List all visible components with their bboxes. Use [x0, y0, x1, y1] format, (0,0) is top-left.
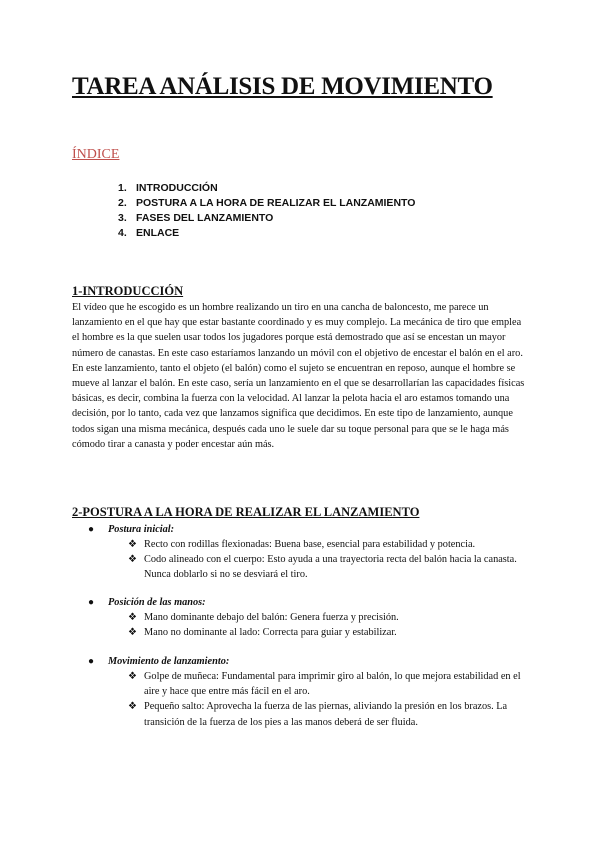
group-label: Posición de las manos:: [108, 597, 206, 608]
group-heading: [72, 522, 532, 537]
posture-group: [72, 522, 532, 583]
list-item: [72, 625, 532, 640]
group-label: Movimiento de lanzamiento:: [108, 656, 230, 667]
list-item-text: Mano no dominante al lado: Correcta para guiar y estabilizar.: [144, 627, 397, 639]
group-heading: [72, 654, 532, 669]
shot-movement-group: [72, 654, 532, 730]
list-item-text: Golpe de muñeca: Fundamental para imprimir giro al balón, lo que mejora estabilidad en el aire y hace que entre más fácil en el aro.: [144, 671, 521, 698]
section-1-heading: 1-INTRODUCCIÓN: [72, 284, 184, 298]
diamond-bullet-icon: ❖: [128, 612, 137, 623]
section-1-body: El vídeo que he escogido es un hombre realizando un tiro en una cancha de baloncesto, me parece un lanzamiento en el que hay que estar bastante coordinado y es muy complejo. La mecánica de tiro que emplea el hombre es la que suelen usar todos los jugadores porque está demostrado que así se encestan un mayor número de canastas. En este caso estaríamos lanzando un móvil con el objetivo de encestar el balón en el aro. En este lanzamiento, tanto el objeto (el balón) como el sujeto se encuentran en reposo, aunque el hombre se mueve al lanzar el balón. En este caso, sería un lanzamiento en el que se desarrollarían las capacidades físicas básicas, es decir, combina la fuerza con la velocidad. Al lanzar la pelota hacia el aro estamos tomando una decisión, por lo tanto, cada vez que lanzamos significa que decidimos. En este tipo de lanzamiento, aunque todos sigan una misma mecánica, después cada uno le suele dar su toque personal para que se le haga más cómodo tirar a canasta y poder encestar aún más.: [72, 302, 525, 450]
index-item: [118, 211, 415, 226]
index-item-number: 2.: [118, 197, 127, 209]
index-item: [118, 181, 415, 196]
bullet-icon: ●: [88, 656, 95, 667]
index-item: [118, 226, 415, 241]
list-item: [72, 699, 532, 729]
section-2-heading: 2-POSTURA A LA HORA DE REALIZAR EL LANZAMIENTO: [72, 505, 420, 519]
diamond-bullet-icon: ❖: [128, 539, 137, 550]
diamond-bullet-icon: ❖: [128, 627, 137, 639]
diamond-bullet-icon: ❖: [128, 554, 137, 566]
list-item-text: Recto con rodillas flexionadas: Buena base, esencial para estabilidad y potencia.: [144, 539, 476, 550]
diamond-bullet-icon: ❖: [128, 701, 137, 713]
index-item-label: INTRODUCCIÓN: [136, 182, 218, 194]
document-title: TAREA ANÁLISIS DE MOVIMIENTO: [72, 73, 493, 100]
list-item: [72, 552, 532, 582]
index-item-number: 3.: [118, 212, 127, 224]
index-item-label: POSTURA A LA HORA DE REALIZAR EL LANZAMIENTO: [136, 197, 416, 209]
hands-group: [72, 595, 532, 640]
list-item-text: Codo alineado con el cuerpo: Esto ayuda a una trayectoria recta del balón hacia la canasta. Nunca doblarlo si no se desviará el tiro.: [144, 554, 517, 581]
list-item: [72, 537, 532, 552]
bullet-icon: ●: [88, 597, 95, 608]
index-item-label: FASES DEL LANZAMIENTO: [136, 212, 274, 224]
index-item-number: 4.: [118, 227, 127, 239]
index-item-label: ENLACE: [136, 227, 180, 239]
diamond-bullet-icon: ❖: [128, 671, 137, 682]
index-item: [118, 196, 415, 211]
group-label: Postura inicial:: [108, 524, 175, 535]
list-item-text: Mano dominante debajo del balón: Genera fuerza y precisión.: [144, 612, 399, 623]
index-heading: ÍNDICE: [72, 147, 120, 162]
group-heading: [72, 595, 532, 610]
index-list: [118, 181, 415, 241]
list-item: [72, 669, 532, 699]
index-item-number: 1.: [118, 182, 127, 194]
list-item-text: Pequeño salto: Aprovecha la fuerza de las piernas, aliviando la presión en los brazos. La transición de la fuerza de los pies a las manos deberá de ser fluida.: [144, 701, 508, 728]
bullet-icon: ●: [88, 524, 95, 535]
list-item: [72, 610, 532, 625]
